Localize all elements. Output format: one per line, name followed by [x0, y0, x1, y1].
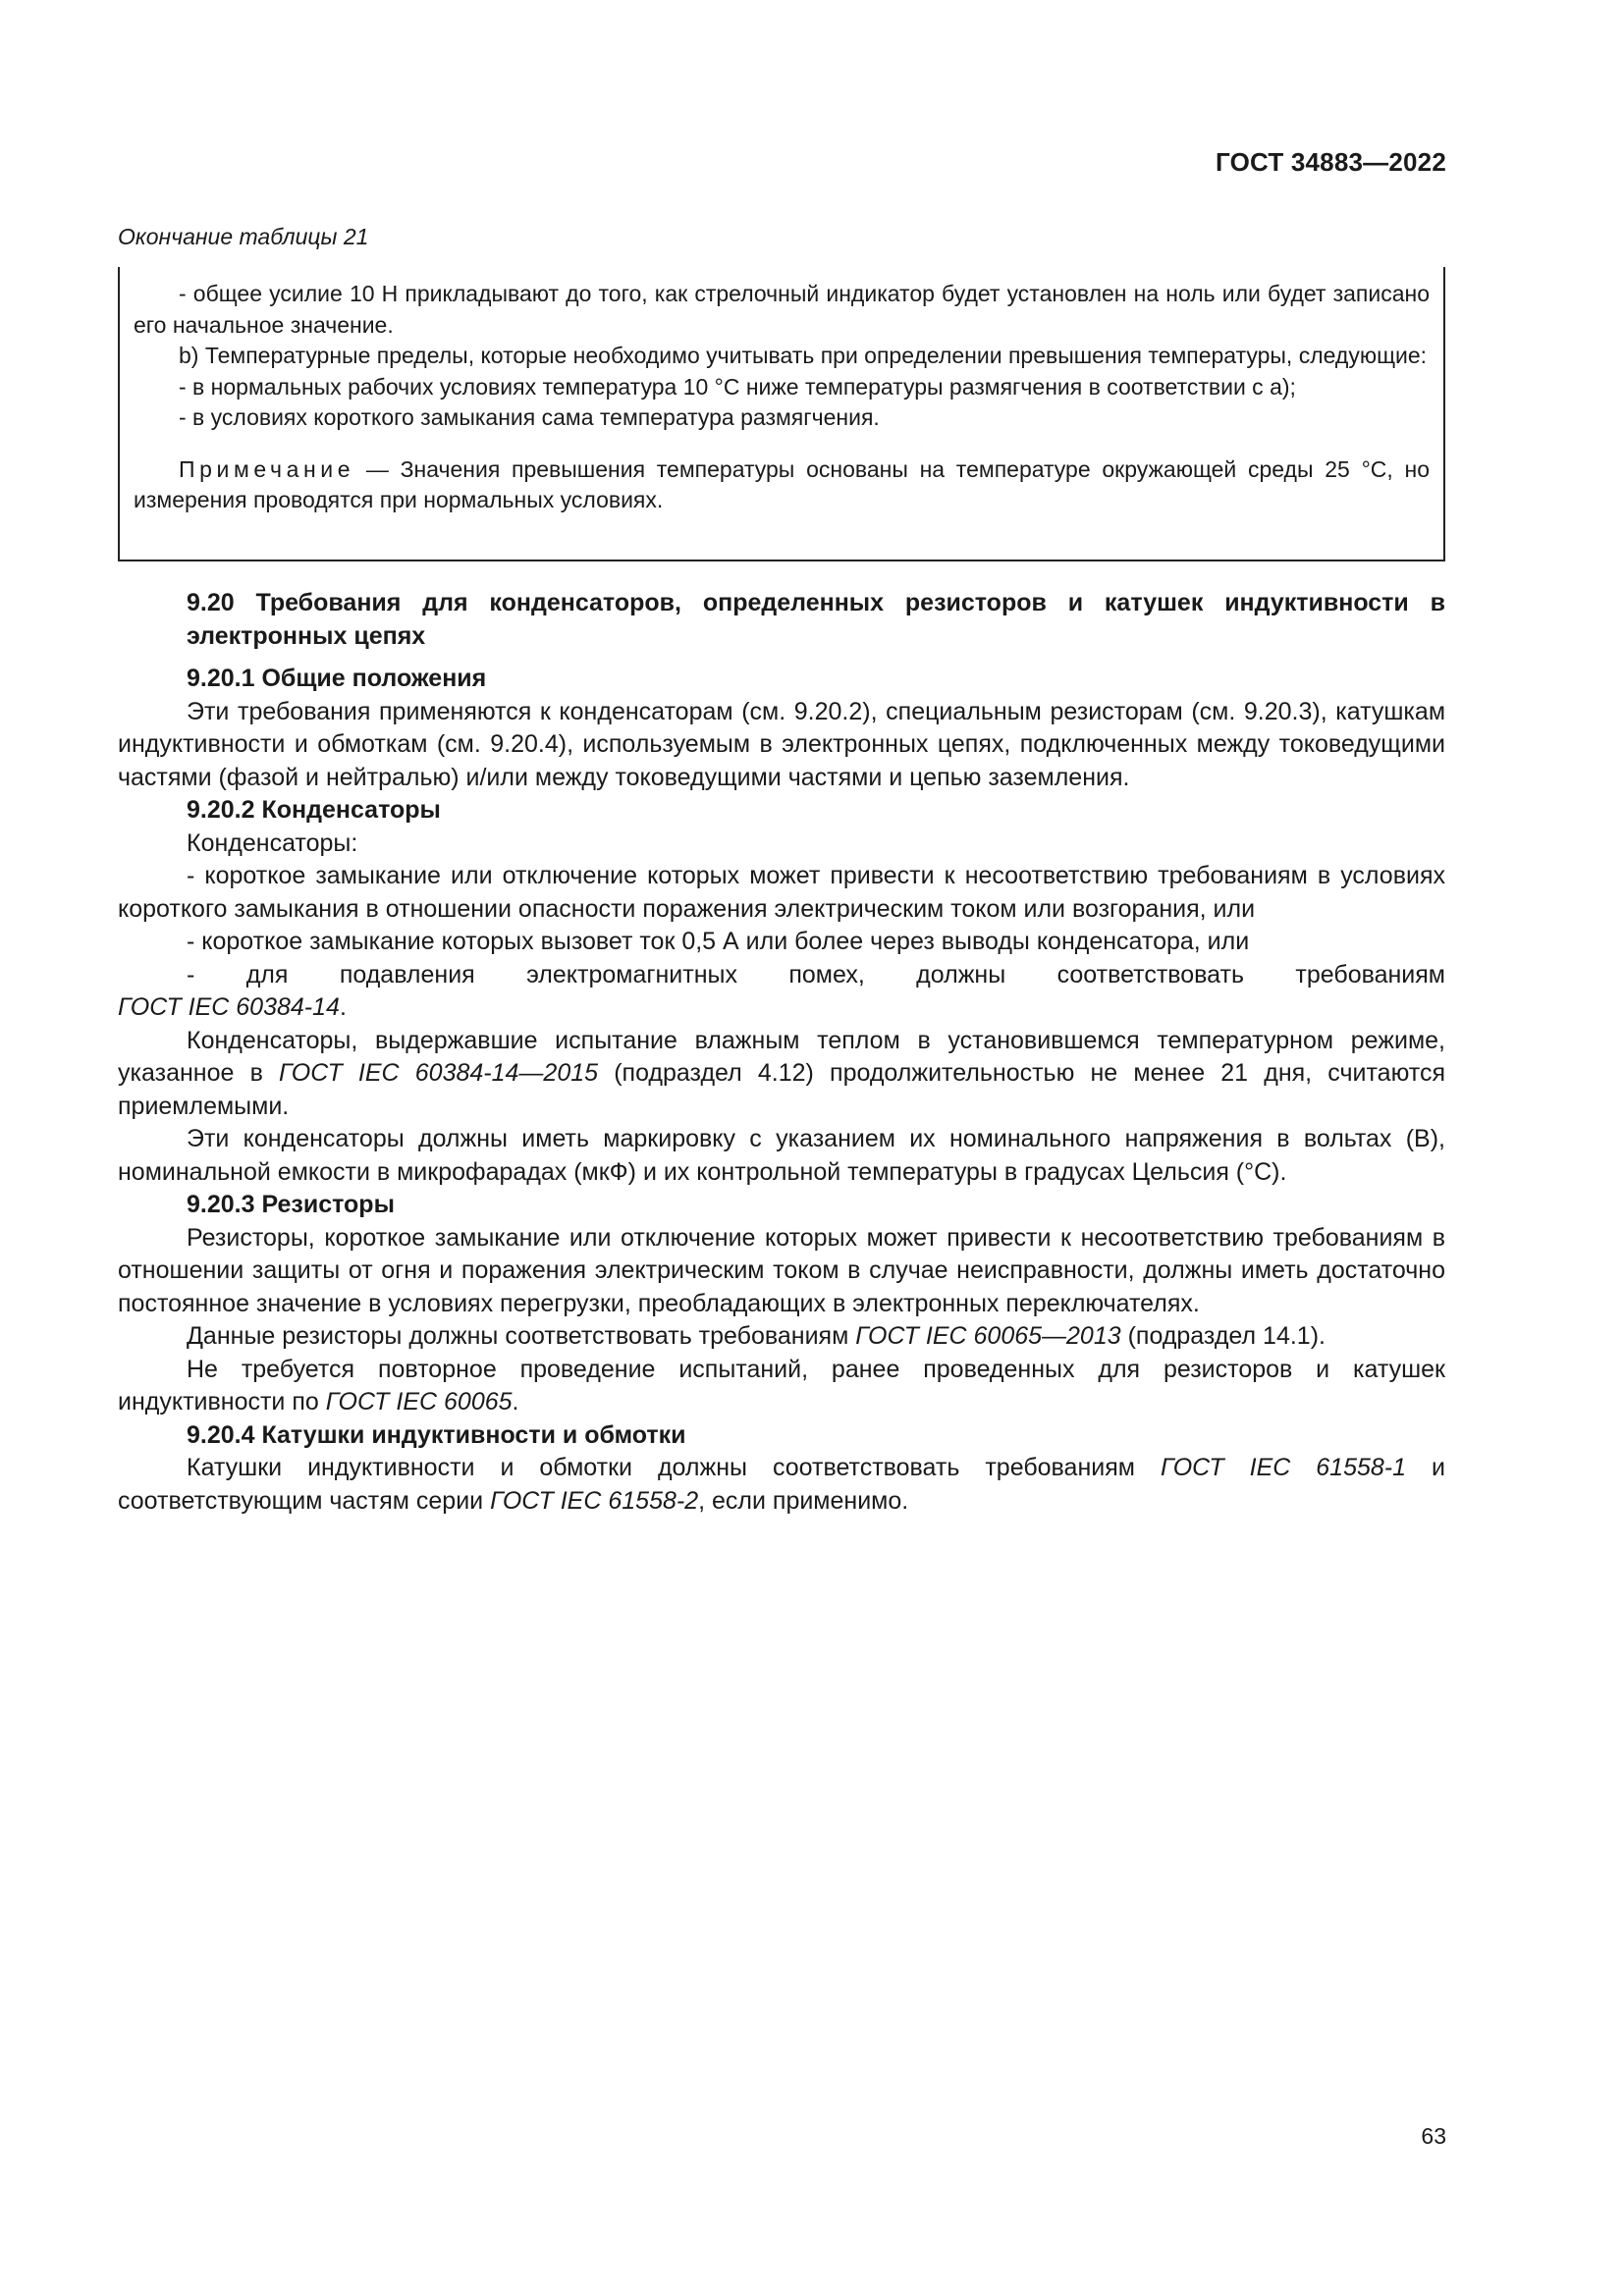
standard-reference: ГОСТ IEC 61558-2 [490, 1486, 699, 1515]
text: и соответствующим частям серии [118, 1454, 1445, 1515]
note-label: Примечание [179, 455, 355, 482]
table-caption: Окончание таблицы 21 [118, 224, 369, 249]
section-heading: 9.20 Требования для конденсаторов, определенных резисторов и катушек индуктивности в электронных цепях [187, 589, 1445, 650]
list-item: - короткое замыкание или отключение которых может привести к несоответствию требованиям в условиях короткого замыкания в отношении опасности поражения электрическим током или возгорания, или [118, 862, 1445, 923]
section-9-20 [118, 587, 1445, 1518]
list-item-continuation [118, 991, 1445, 1025]
standard-reference: ГОСТ IEC 60065—2013 [855, 1322, 1121, 1350]
punctuation: . [339, 993, 347, 1021]
table-line: - в условиях короткого замыкания сама температура размягчения. [179, 404, 880, 430]
subsection-heading: 9.20.4 Катушки индуктивности и обмотки [187, 1420, 686, 1449]
text: (подраздел 4.12) продолжительностью не менее 21 дня, считаются приемлемыми. [118, 1059, 1445, 1120]
text: Конденсаторы, выдержавшие испытание влажным теплом в установившемся температурном режиме, указанное в [118, 1026, 1445, 1087]
standard-reference: ГОСТ IEC 60384-14 [118, 993, 340, 1021]
table-line: b) Температурные пределы, которые необходимо учитывать при определении превышения температуры, следующие: [179, 343, 1428, 368]
page-number: 63 [1421, 2123, 1446, 2149]
text: Данные резисторы должны соответствовать требованиям [187, 1322, 856, 1350]
subsection-heading: 9.20.2 Конденсаторы [187, 796, 441, 824]
paragraph [118, 1354, 1445, 1419]
subsection-heading: 9.20.1 Общие положения [187, 665, 487, 692]
text: (подраздел 14.1). [1120, 1322, 1326, 1350]
text: , если применимо. [698, 1486, 909, 1515]
paragraph: Резисторы, короткое замыкание или отключение которых может привести к несоответствию требованиям в отношении защиты от огня и поражения электрическим током в случае неисправности, должны иметь достаточно постоянное значение в условиях перегрузки, преобладающих в электронных переключателях. [118, 1223, 1445, 1317]
text: Катушки индуктивности и обмотки должны соответствовать требованиям [187, 1454, 1161, 1481]
paragraph [118, 1320, 1445, 1354]
paragraph: Эти требования применяются к конденсаторам (см. 9.20.2), специальным резисторам (см. 9.20.3), катушкам индуктивности и обмоткам (см. 9.20.4), используемым в электронных цепях, подключенных между токоведущими частями (фазой и нейтралью) и/или между токоведущими частями и цепью заземления. [118, 697, 1445, 791]
standard-reference: ГОСТ IEC 61558-1 [1160, 1454, 1407, 1481]
standard-reference: ГОСТ IEC 60384-14—2015 [279, 1059, 599, 1087]
paragraph [118, 1452, 1445, 1518]
subsection-heading: 9.20.3 Резисторы [187, 1191, 395, 1218]
table-line: - общее усилие 10 Н прикладывают до того, как стрелочный индикатор будет установлен на ноль или будет записано его начальное значение. [134, 281, 1430, 338]
list-item [118, 959, 1445, 992]
paragraph [118, 1025, 1445, 1124]
standard-number: ГОСТ 34883—2022 [1216, 147, 1446, 177]
paragraph: Эти конденсаторы должны иметь маркировку с указанием их номинального напряжения в вольтах (В), номинальной емкости в микрофарадах (мкФ) и их контрольной температуры в градусах Цельсия (°С). [118, 1125, 1445, 1186]
paragraph: Конденсаторы: [187, 828, 358, 857]
text: Не требуется повторное проведение испытаний, ранее проведенных для резисторов и катушек индуктивности по [118, 1355, 1445, 1415]
list-item: - короткое замыкание которых вызовет ток 0,5 А или более через выводы конденсатора, или [187, 928, 1250, 955]
table-note [134, 454, 1430, 516]
table-21-end [118, 267, 1445, 561]
standard-reference: ГОСТ IEC 60065 [325, 1388, 513, 1415]
table-line: - в нормальных рабочих условиях температура 10 °С ниже температуры размягчения в соответствии с a); [179, 373, 1296, 400]
text: . [512, 1388, 519, 1415]
list-item-text: - для подавления электромагнитных помех, должны соответствовать требованиям [187, 960, 1445, 988]
note-text: — Значения превышения температуры основаны на температуре окружающей среды 25 °С, но измерения проводятся при нормальных условиях. [134, 455, 1430, 512]
